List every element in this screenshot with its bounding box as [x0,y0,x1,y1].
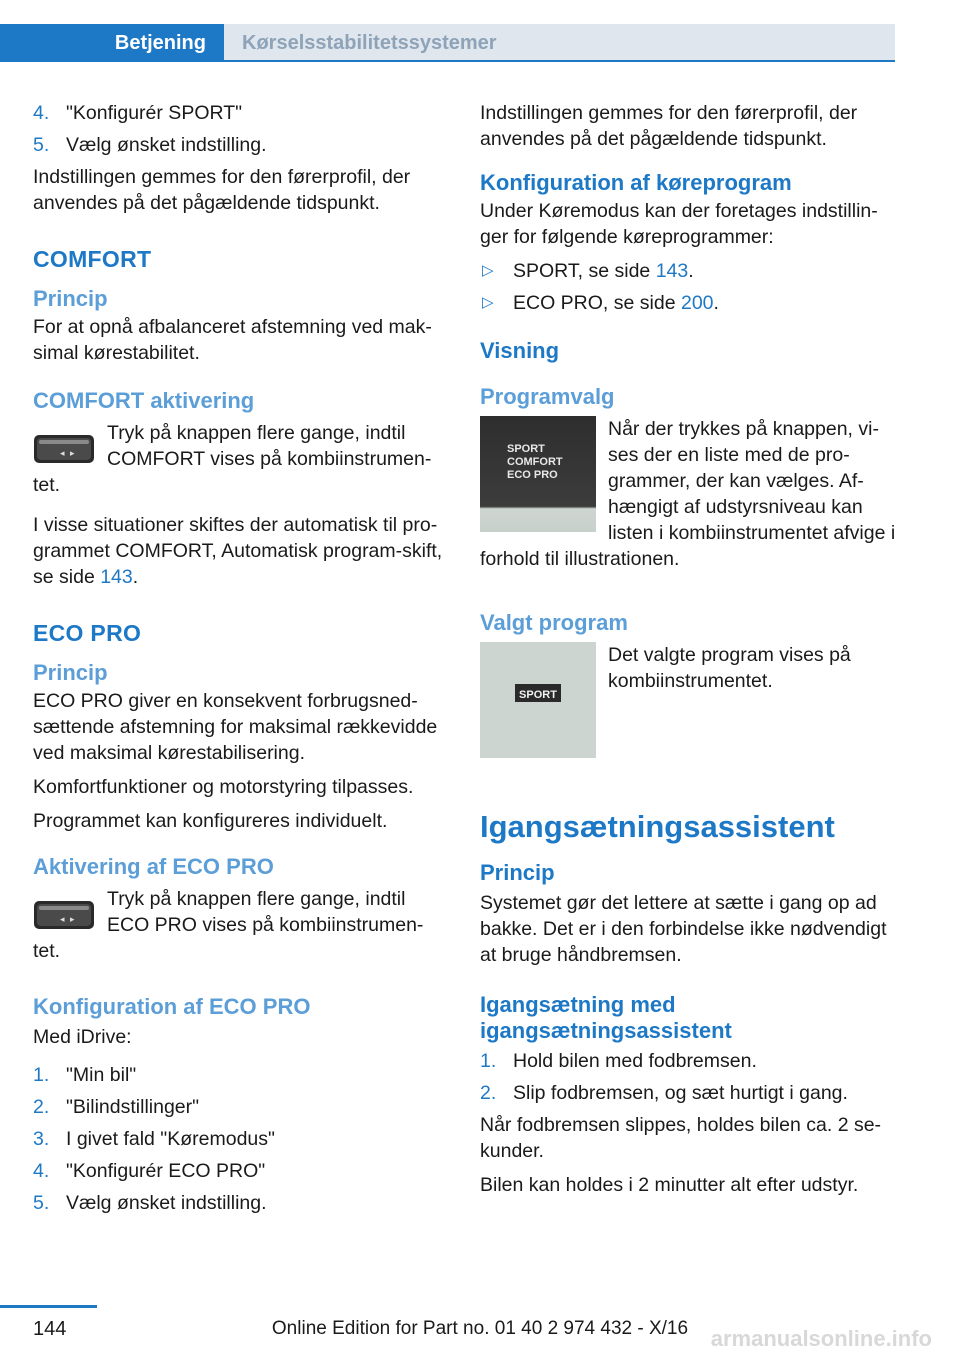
page-link[interactable]: 143 [655,260,689,282]
header-rule [0,60,895,62]
paragraph: Programmet kan konfigureres individuelt. [33,810,388,832]
paragraph: I visse situationer skiftes der automatisk til pro-grammet COMFORT, Automatisk program-skift, se side 143. [33,514,443,588]
heading-start-with-assistant: Igangsætning med igangsætningsassistent [480,992,732,1043]
drive-mode-button-icon [33,434,95,464]
selected-program-screen [480,642,596,758]
heading-program-selection: Programvalg [480,384,615,409]
page-link[interactable]: 200 [680,292,714,314]
heading-princip: Princip [480,860,555,885]
paragraph: Komfortfunktioner og motorstyring tilpasses. [33,776,414,798]
svg-text:SPORT: SPORT [519,689,557,701]
paragraph: Under Køremodus kan der foretages indstillin-ger for følgende køreprogrammer: [480,200,878,248]
heading-comfort: COMFORT [33,246,152,272]
right-column [480,100,898,1206]
heading-eco-pro: ECO PRO [33,620,142,646]
paragraph: ECO PRO giver en konsekvent forbrugsned-sættende afstemning for maksimal rækkevidde ved maksimal kørestabilisering. [33,690,438,764]
heading-program-config: Konfiguration af køreprogram [480,170,792,195]
list-item: 5. Vælg ønsket indstilling. [33,134,267,156]
watermark: armanualsonline.info [710,1326,932,1351]
svg-text:▸: ▸ [70,915,75,925]
heading-princip: Princip [33,286,108,311]
page-number: 144 [33,1318,67,1340]
svg-text:◂: ◂ [60,449,65,459]
heading-eco-config: Konfiguration af ECO PRO [33,994,311,1019]
list-item: 3. I givet fald "Køremodus" [33,1128,275,1150]
section-tab: Betjening [0,24,224,62]
page-link[interactable]: 143 [100,566,133,588]
chapter-tab: Kørselsstabilitetssystemer [224,24,895,62]
paragraph: Bilen kan holdes i 2 minutter alt efter udstyr. [480,1174,859,1196]
selected-program-block: SPORT Det valgte program vises på kombiinstrumentet. [480,642,898,694]
footer-rule [0,1305,97,1308]
paragraph: Med iDrive: [33,1026,132,1048]
heading-princip: Princip [33,660,108,685]
heading-selected-program: Valgt program [480,610,628,635]
paragraph: Systemet gør det lettere at sætte i gang op ad bakke. Det er i den forbindelse ikke nødvendigt at bruge håndbremsen. [480,892,887,966]
list-item: 2. Slip fodbremsen, og sæt hurtigt i gang. [480,1082,848,1104]
start-steps [480,1048,898,1106]
list-item: 1. "Min bil" [33,1064,137,1086]
sport-config-steps [33,100,451,158]
list-item: ▷ ECO PRO, se side 200. [482,292,719,314]
heading-display: Visning [480,338,560,363]
heading-comfort-activation: COMFORT aktivering [33,388,255,413]
list-item: 1. Hold bilen med fodbremsen. [480,1050,757,1072]
program-list-screen [480,416,596,532]
heading-eco-activation: Aktivering af ECO PRO [33,854,274,879]
instruction-with-button: ◂ ▸ Tryk på knappen flere gange, indtil ECO PRO vises på kombiinstrumen- tet. [33,888,424,962]
triangle-bullet-icon: ▷ [482,262,494,279]
triangle-bullet-icon: ▷ [482,294,494,311]
drive-mode-button-icon [33,900,95,930]
svg-text:SPORT: SPORT [507,443,545,455]
left-column [33,100,451,1222]
instruction-with-button: ◂ ▸ Tryk på knappen flere gange, indtil COMFORT vises på kombiinstrumen- tet. [33,422,432,496]
svg-text:COMFORT: COMFORT [507,456,563,468]
program-selection-block: SPORT COMFORT ECO PRO Når der trykkes på knappen, vi-ses der en liste med de pro-grammer, der kan vælges. Af-hængigt af udstyrsniveau kan listen i kombiinstrumentet afvige i forhold til illustrationen. [480,418,896,570]
edition-note: Online Edition for Part no. 01 40 2 974 432 - X/16 [271,1318,689,1339]
list-item: 4. "Konfigurér SPORT" [33,102,243,124]
paragraph: Indstillingen gemmes for den førerprofil, der anvendes på det pågældende tidspunkt. [480,102,858,150]
heading-hill-start-assistant: Igangsætningsassistent [480,809,835,844]
program-bullets [480,258,898,316]
eco-config-steps [33,1062,451,1216]
list-item: 4. "Konfigurér ECO PRO" [33,1160,266,1182]
page-header [0,24,895,62]
svg-text:▸: ▸ [70,449,75,459]
svg-text:◂: ◂ [60,915,65,925]
paragraph: For at opnå afbalanceret afstemning ved mak-simal kørestabilitet. [33,316,432,364]
list-item: ▷ SPORT, se side 143. [482,260,694,282]
svg-text:ECO PRO: ECO PRO [507,469,558,481]
paragraph: Når fodbremsen slippes, holdes bilen ca. 2 se-kunder. [480,1114,882,1162]
list-item: 2. "Bilindstillinger" [33,1096,200,1118]
list-item: 5. Vælg ønsket indstilling. [33,1192,267,1214]
paragraph: Indstillingen gemmes for den førerprofil, der anvendes på det pågældende tidspunkt. [33,166,411,214]
